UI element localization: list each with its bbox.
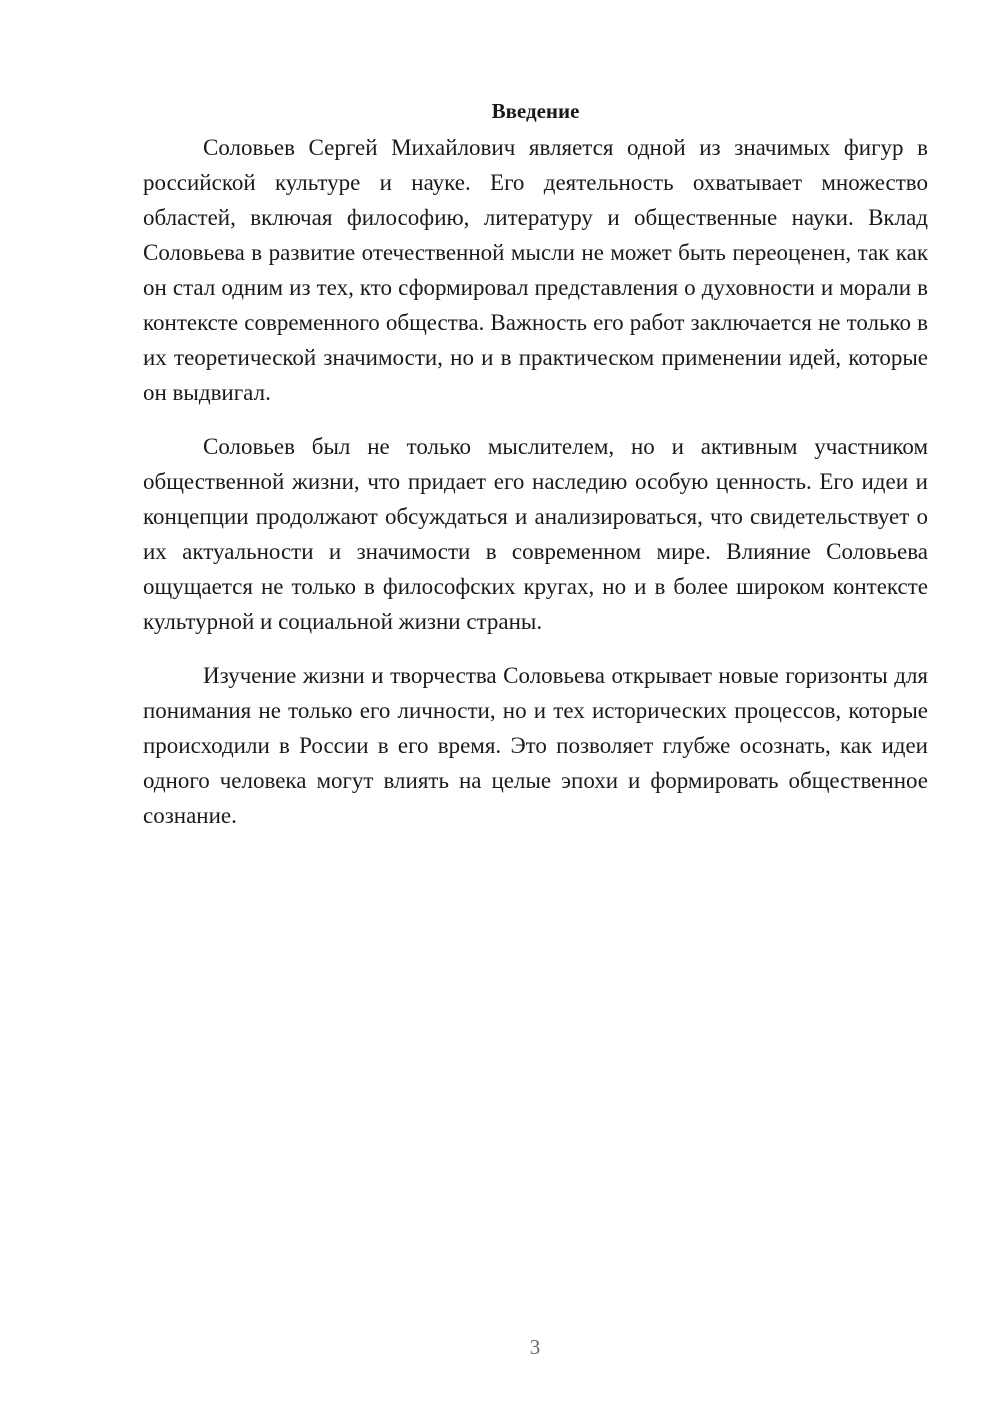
paragraph-2: Соловьев был не только мыслителем, но и активным участником общественной жизни, что придает его наследию особую ценность. Его идеи и концепции продолжают обсуждаться и анализироваться, что свидетельствует о их актуальности и значимости в современном мире. Влияние Соловьева ощущается не только в философских кругах, но и в более широком контексте культурной и социальной жизни страны. <box>143 434 928 634</box>
section-title: Введение <box>491 99 580 123</box>
page-content <box>143 96 928 852</box>
paragraph-3: Изучение жизни и творчества Соловьева открывает новые горизонты для понимания не только его личности, но и тех исторических процессов, которые происходили в России в его время. Это позволяет глубже осознать, как идеи одного человека могут влиять на целые эпохи и формировать общественное сознание. <box>143 663 928 828</box>
paragraph-1: Соловьев Сергей Михайлович является одной из значимых фигур в российской культуре и науке. Его деятельность охватывает множество областей, включая философию, литературу и общественные науки. Вклад Соловьева в развитие отечественной мысли не может быть переоценен, так как он стал одним из тех, кто сформировал представления о духовности и морали в контексте современного общества. Важность его работ заключается не только в их теоретической значимости, но и в практическом применении идей, которые он выдвигал. <box>143 135 928 405</box>
page-number: 3 <box>529 1335 541 1359</box>
